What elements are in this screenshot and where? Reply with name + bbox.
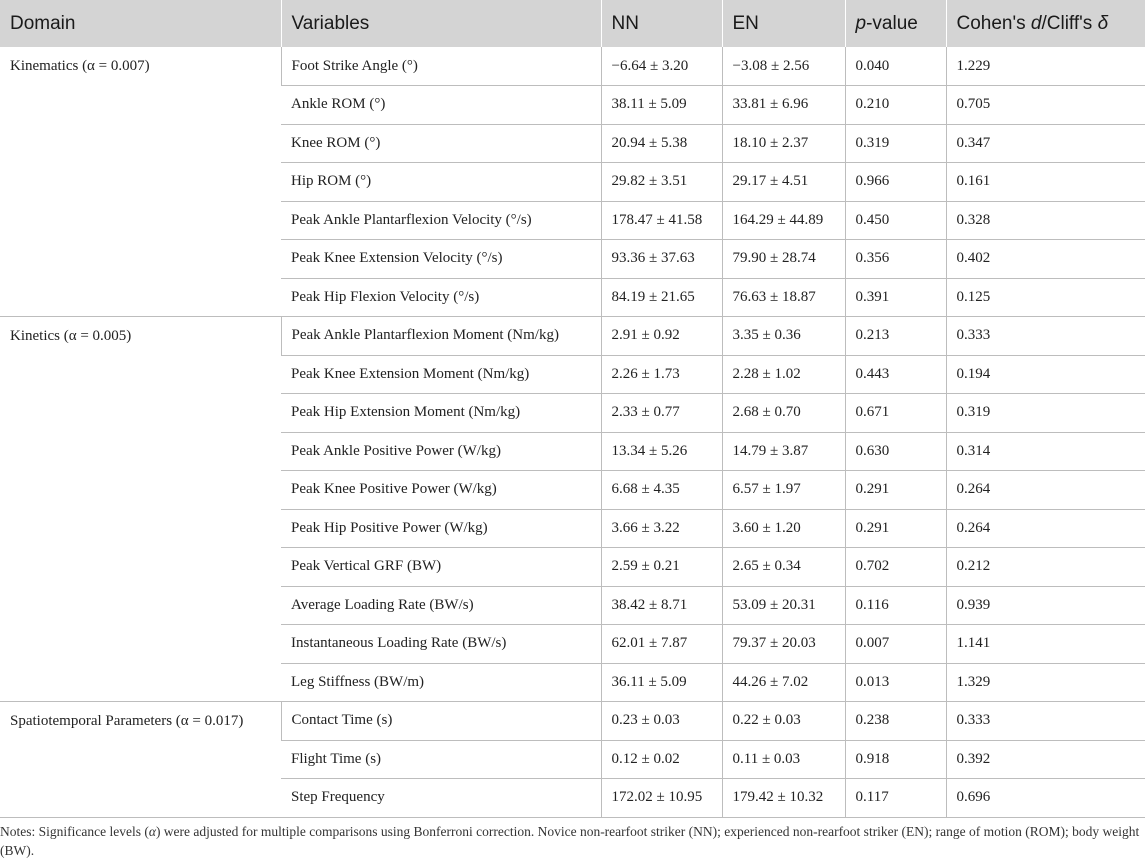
cell-p-value: 0.702	[845, 548, 946, 587]
header-p-italic: p	[855, 12, 867, 34]
cell-en: 164.29 ± 44.89	[722, 201, 845, 240]
cell-variable: Flight Time (s)	[281, 740, 601, 779]
header-effect-a: Cohen's	[956, 12, 1031, 34]
header-effect-size	[946, 0, 1145, 47]
cell-nn: 20.94 ± 5.38	[601, 124, 722, 163]
cell-variable: Foot Strike Angle (°)	[281, 47, 601, 86]
cell-en: 33.81 ± 6.96	[722, 86, 845, 125]
cell-effect-size: 1.329	[946, 663, 1145, 702]
cell-effect-size: 0.328	[946, 201, 1145, 240]
cell-effect-size: 1.141	[946, 625, 1145, 664]
cell-nn: 2.33 ± 0.77	[601, 394, 722, 433]
cell-effect-size: 0.392	[946, 740, 1145, 779]
cell-variable: Knee ROM (°)	[281, 124, 601, 163]
cell-en: 79.90 ± 28.74	[722, 240, 845, 279]
cell-p-value: 0.040	[845, 47, 946, 86]
cell-en: 53.09 ± 20.31	[722, 586, 845, 625]
cell-variable: Peak Ankle Positive Power (W/kg)	[281, 432, 601, 471]
cell-en: 76.63 ± 18.87	[722, 278, 845, 317]
cell-nn: 38.11 ± 5.09	[601, 86, 722, 125]
cell-nn: 62.01 ± 7.87	[601, 625, 722, 664]
notes-alpha: α	[148, 824, 156, 839]
cell-nn: 13.34 ± 5.26	[601, 432, 722, 471]
cell-nn: 2.91 ± 0.92	[601, 317, 722, 356]
cell-effect-size: 0.125	[946, 278, 1145, 317]
cell-en: 79.37 ± 20.03	[722, 625, 845, 664]
notes-prefix: Notes: Significance levels (	[0, 824, 149, 839]
header-effect-delta: δ	[1097, 12, 1109, 34]
cell-nn: 38.42 ± 8.71	[601, 586, 722, 625]
cell-effect-size: 0.333	[946, 702, 1145, 741]
header-en: EN	[722, 0, 845, 47]
cell-p-value: 0.356	[845, 240, 946, 279]
cell-effect-size: 0.939	[946, 586, 1145, 625]
header-effect-d: d	[1030, 12, 1042, 34]
cell-nn: 36.11 ± 5.09	[601, 663, 722, 702]
cell-effect-size: 0.212	[946, 548, 1145, 587]
table-notes	[0, 822, 1140, 860]
cell-en: 0.22 ± 0.03	[722, 702, 845, 741]
cell-p-value: 0.238	[845, 702, 946, 741]
cell-en: 0.11 ± 0.03	[722, 740, 845, 779]
table-body	[0, 47, 1145, 817]
cell-p-value: 0.671	[845, 394, 946, 433]
cell-variable: Ankle ROM (°)	[281, 86, 601, 125]
cell-domain: Kinetics (α = 0.005)	[0, 317, 281, 702]
cell-effect-size: 1.229	[946, 47, 1145, 86]
cell-p-value: 0.391	[845, 278, 946, 317]
cell-p-value: 0.319	[845, 124, 946, 163]
cell-variable: Step Frequency	[281, 779, 601, 818]
cell-en: 179.42 ± 10.32	[722, 779, 845, 818]
cell-variable: Contact Time (s)	[281, 702, 601, 741]
notes-suffix: ) were adjusted for multiple comparisons using Bonferroni correction. Novice non-rearfoot striker (NN); experienced non-rearfoot striker (EN); range of motion (ROM); body weight (BW).	[0, 824, 1140, 858]
cell-p-value: 0.213	[845, 317, 946, 356]
cell-p-value: 0.291	[845, 471, 946, 510]
cell-en: 29.17 ± 4.51	[722, 163, 845, 202]
cell-variable: Peak Ankle Plantarflexion Moment (Nm/kg)	[281, 317, 601, 356]
cell-en: 2.28 ± 1.02	[722, 355, 845, 394]
cell-en: 2.68 ± 0.70	[722, 394, 845, 433]
cell-effect-size: 0.319	[946, 394, 1145, 433]
cell-en: 14.79 ± 3.87	[722, 432, 845, 471]
cell-effect-size: 0.696	[946, 779, 1145, 818]
cell-domain: Kinematics (α = 0.007)	[0, 47, 281, 317]
cell-p-value: 0.210	[845, 86, 946, 125]
cell-p-value: 0.630	[845, 432, 946, 471]
cell-en: 18.10 ± 2.37	[722, 124, 845, 163]
table-header	[0, 0, 1145, 47]
cell-variable: Peak Hip Flexion Velocity (°/s)	[281, 278, 601, 317]
cell-effect-size: 0.333	[946, 317, 1145, 356]
cell-variable: Peak Knee Positive Power (W/kg)	[281, 471, 601, 510]
header-effect-b: /Cliff's	[1041, 12, 1098, 34]
table-row	[0, 47, 1145, 86]
cell-en: 2.65 ± 0.34	[722, 548, 845, 587]
header-row	[0, 0, 1145, 47]
cell-p-value: 0.117	[845, 779, 946, 818]
cell-variable: Peak Ankle Plantarflexion Velocity (°/s)	[281, 201, 601, 240]
header-p-value	[845, 0, 946, 47]
cell-en: 3.35 ± 0.36	[722, 317, 845, 356]
cell-variable: Peak Hip Positive Power (W/kg)	[281, 509, 601, 548]
cell-p-value: 0.450	[845, 201, 946, 240]
cell-nn: 0.23 ± 0.03	[601, 702, 722, 741]
table-row	[0, 702, 1145, 741]
cell-effect-size: 0.194	[946, 355, 1145, 394]
header-p-suffix: -value	[866, 12, 918, 34]
cell-nn: 2.59 ± 0.21	[601, 548, 722, 587]
cell-p-value: 0.443	[845, 355, 946, 394]
cell-effect-size: 0.314	[946, 432, 1145, 471]
header-nn: NN	[601, 0, 722, 47]
cell-nn: 6.68 ± 4.35	[601, 471, 722, 510]
cell-p-value: 0.291	[845, 509, 946, 548]
header-variables: Variables	[281, 0, 601, 47]
cell-p-value: 0.007	[845, 625, 946, 664]
cell-variable: Peak Knee Extension Velocity (°/s)	[281, 240, 601, 279]
cell-en: 44.26 ± 7.02	[722, 663, 845, 702]
cell-effect-size: 0.402	[946, 240, 1145, 279]
cell-nn: 3.66 ± 3.22	[601, 509, 722, 548]
cell-nn: 0.12 ± 0.02	[601, 740, 722, 779]
header-domain: Domain	[0, 0, 281, 47]
cell-nn: 172.02 ± 10.95	[601, 779, 722, 818]
cell-en: 3.60 ± 1.20	[722, 509, 845, 548]
cell-nn: 29.82 ± 3.51	[601, 163, 722, 202]
table-row	[0, 317, 1145, 356]
cell-effect-size: 0.161	[946, 163, 1145, 202]
cell-effect-size: 0.705	[946, 86, 1145, 125]
cell-variable: Hip ROM (°)	[281, 163, 601, 202]
cell-variable: Instantaneous Loading Rate (BW/s)	[281, 625, 601, 664]
cell-variable: Peak Vertical GRF (BW)	[281, 548, 601, 587]
cell-effect-size: 0.264	[946, 509, 1145, 548]
cell-nn: 84.19 ± 21.65	[601, 278, 722, 317]
cell-p-value: 0.116	[845, 586, 946, 625]
cell-effect-size: 0.347	[946, 124, 1145, 163]
cell-en: 6.57 ± 1.97	[722, 471, 845, 510]
cell-variable: Average Loading Rate (BW/s)	[281, 586, 601, 625]
cell-variable: Peak Knee Extension Moment (Nm/kg)	[281, 355, 601, 394]
cell-variable: Peak Hip Extension Moment (Nm/kg)	[281, 394, 601, 433]
cell-nn: 178.47 ± 41.58	[601, 201, 722, 240]
cell-nn: −6.64 ± 3.20	[601, 47, 722, 86]
cell-effect-size: 0.264	[946, 471, 1145, 510]
cell-p-value: 0.918	[845, 740, 946, 779]
cell-variable: Leg Stiffness (BW/m)	[281, 663, 601, 702]
cell-p-value: 0.966	[845, 163, 946, 202]
cell-nn: 2.26 ± 1.73	[601, 355, 722, 394]
cell-p-value: 0.013	[845, 663, 946, 702]
cell-nn: 93.36 ± 37.63	[601, 240, 722, 279]
cell-en: −3.08 ± 2.56	[722, 47, 845, 86]
cell-domain: Spatiotemporal Parameters (α = 0.017)	[0, 702, 281, 818]
